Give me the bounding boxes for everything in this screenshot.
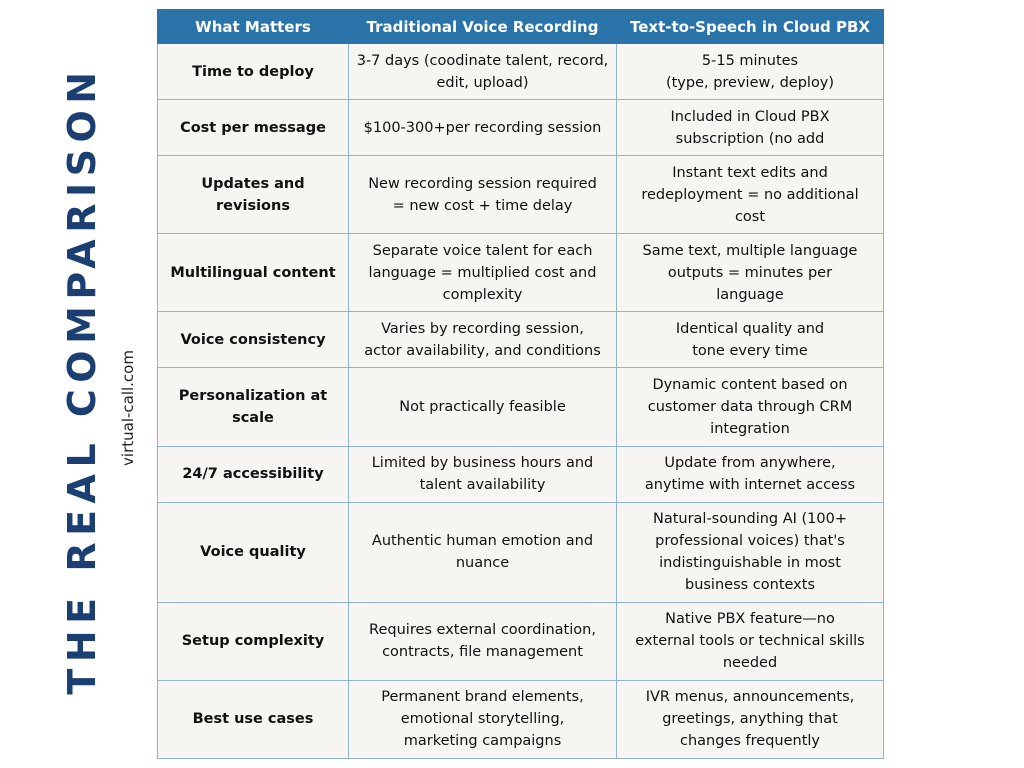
table-row [158,502,884,602]
row-tts [617,156,884,234]
cell-line: external tools or technical skills [635,633,865,650]
header-traditional: Traditional Voice Recording [349,10,617,44]
row-traditional [349,312,617,368]
row-feature: Personalization at scale [158,368,349,446]
cell-line: language [716,286,784,303]
cell-line: Native PBX feature—no [665,611,835,628]
cell-line: Authentic human emotion and [371,533,594,550]
row-traditional [349,446,617,502]
table-row [158,44,884,100]
cell-line: IVR menus, announcements, [645,689,855,706]
cell-line: outputs = minutes per [667,264,833,281]
side-url: virtual-call.com [119,350,137,466]
cell-line: tone every time [692,342,808,359]
cell-line: Permanent brand elements, [381,689,584,706]
row-tts [617,446,884,502]
cell-line: Limited by business hours and [371,455,594,472]
row-traditional [349,368,617,446]
cell-line: Included in Cloud PBX [670,108,830,125]
row-tts [617,234,884,312]
cell-line: Instant text edits and [672,164,828,181]
cell-line: redeployment = no additional [641,186,859,203]
cell-line: anytime with internet access [644,477,856,494]
row-traditional [349,680,617,758]
row-feature: Multilingual content [158,234,349,312]
cell-line: Natural-sounding AI (100+ [652,511,848,528]
row-tts [617,502,884,602]
table-row [158,312,884,368]
cell-line: edit, upload) [436,74,529,91]
comparison-table [157,9,884,759]
row-tts [617,44,884,100]
table-row [158,234,884,312]
cell-line: $100-300+per recording session [363,119,602,136]
cell-line: integration [710,420,790,437]
cell-line: Varies by recording session, [381,320,584,337]
cell-line: marketing campaigns [403,733,562,750]
cell-line: = new cost + time delay [392,197,573,214]
row-tts [617,680,884,758]
row-feature: Voice quality [158,502,349,602]
row-tts [617,602,884,680]
cell-line: talent availability [419,477,546,494]
cell-line: New recording session required [368,175,597,192]
cell-line: Not practically feasible [399,398,566,415]
row-feature: Setup complexity [158,602,349,680]
header-tts: Text-to-Speech in Cloud PBX [617,10,884,44]
header-what-matters: What Matters [158,10,349,44]
row-feature: Best use cases [158,680,349,758]
cell-line: 5-15 minutes [701,52,799,69]
cell-line: Requires external coordination, [369,622,596,639]
cell-line: needed [722,655,778,672]
row-feature: Updates and revisions [158,156,349,234]
cell-line: customer data through CRM [647,398,853,415]
row-traditional [349,156,617,234]
cell-line: cost [734,208,766,225]
cell-line: (type, preview, deploy) [665,74,835,91]
row-traditional [349,502,617,602]
cell-line: Update from anywhere, [664,455,836,472]
table-row [158,156,884,234]
row-feature: Voice consistency [158,312,349,368]
cell-line: language = multiplied cost and [368,264,597,281]
row-traditional [349,234,617,312]
table-row [158,602,884,680]
cell-line: nuance [455,555,510,572]
row-feature: Time to deploy [158,44,349,100]
row-tts [617,100,884,156]
cell-line: emotional storytelling, [400,711,565,728]
table-header [158,10,884,44]
cell-line: contracts, file management [382,644,583,661]
cell-line: changes frequently [680,733,820,750]
table-row [158,446,884,502]
cell-line: complexity [442,286,523,303]
row-tts [617,312,884,368]
table-row [158,680,884,758]
cell-line: Separate voice talent for each [372,242,593,259]
cell-line: professional voices) that's [655,533,845,550]
table-row [158,100,884,156]
table-row [158,368,884,446]
row-tts [617,368,884,446]
cell-line: Same text, multiple language [642,242,858,259]
table-body [158,44,884,759]
cell-line: subscription (no add [675,130,825,147]
side-title: THE REAL COMPARISON [60,65,104,695]
cell-line: business contexts [684,577,815,594]
cell-line: actor availability, and conditions [364,342,601,359]
row-traditional [349,44,617,100]
cell-line: greetings, anything that [662,711,838,728]
cell-line: Dynamic content based on [652,376,848,393]
row-feature: Cost per message [158,100,349,156]
row-traditional [349,602,617,680]
row-feature: 24/7 accessibility [158,446,349,502]
cell-line: 3-7 days (coodinate talent, record, [356,52,609,69]
cell-line: Identical quality and [675,320,825,337]
cell-line: indistinguishable in most [659,555,841,572]
header-row [158,10,884,44]
row-traditional [349,100,617,156]
